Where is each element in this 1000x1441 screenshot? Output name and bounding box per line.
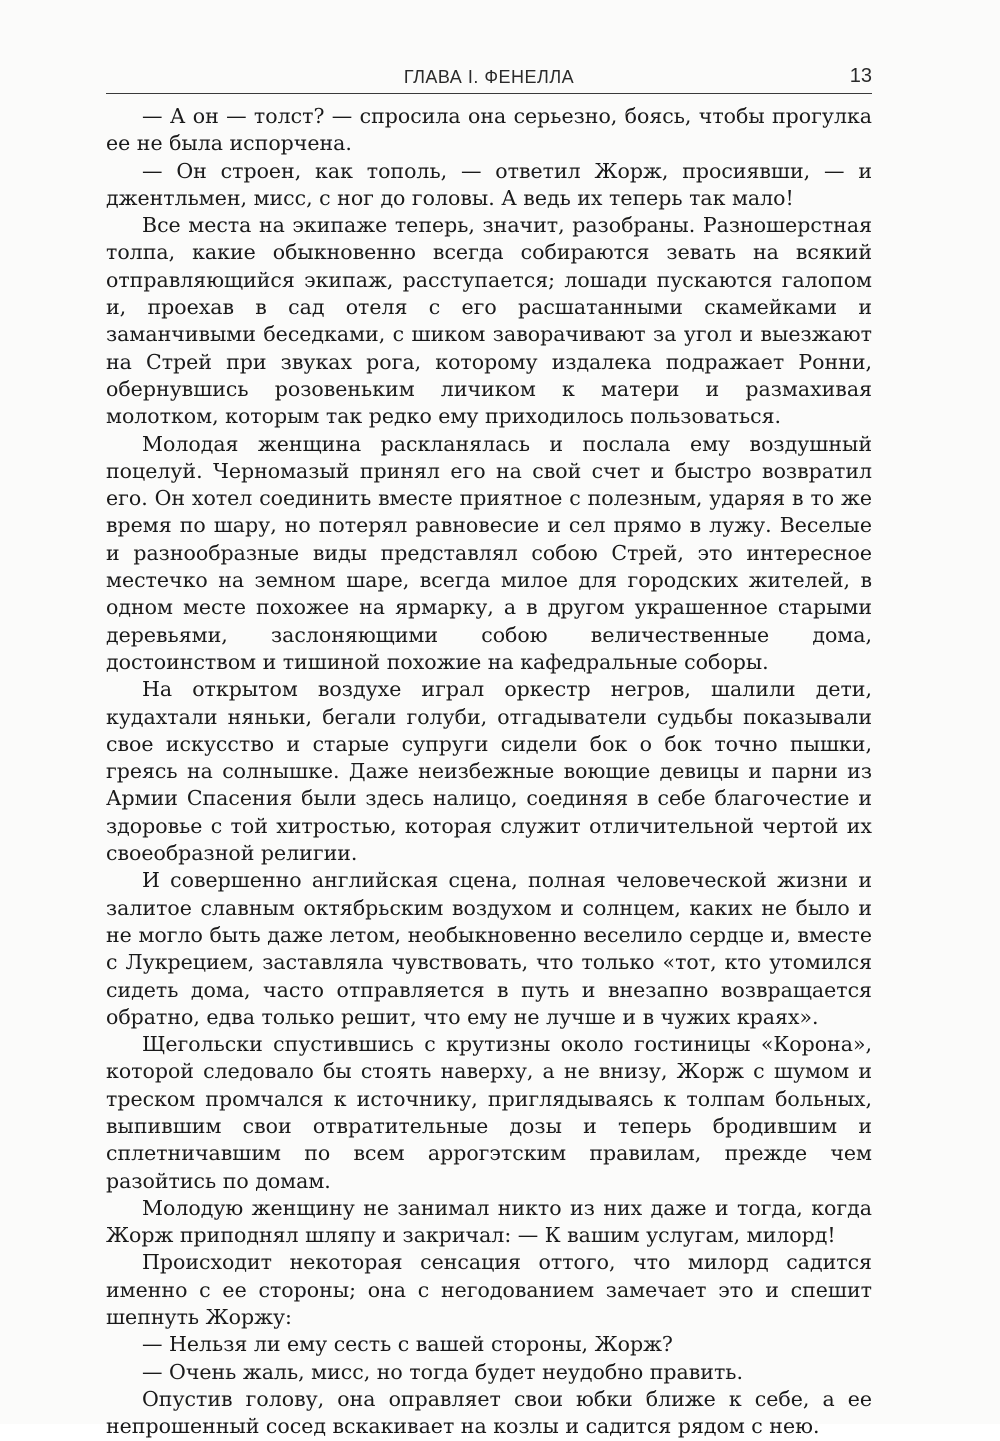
paragraph: Молодая женщина раскланялась и послала ему воздушный поцелуй. Черномазый принял его на свой счет и быстро возвратил его. Он хотел соединить вместе приятное с полезным, ударяя в то же время по шару, но потерял равновесие и сел прямо в лужу. Веселые и разнообразные виды представлял собою Стрей, это интересное местечко на земном шаре, всегда милое для городских жителей, в одном месте похожее на ярмарку, а в другом украшенное старыми деревьями, заслоняющими собою величественные дома, достоинством и тишиной похожие на кафедральные соборы. (106, 431, 872, 674)
paragraph: Все места на экипаже теперь, значит, разобраны. Разношерстная толпа, какие обыкновенно всегда собираются зевать на всякий отправляющийся экипаж, расступается; лошади пускаются галопом и, проехав в сад отеля с его расшатанными скамейками и заманчивыми беседками, с шиком заворачивают за угол и выезжают на Стрей при звуках рога, которому издалека подражает Ронни, обернувшись розовеньким личиком к матери и размахивая молотком, которым так редко ему приходилось пользоваться. (106, 213, 872, 429)
paragraph: Щегольски спустившись с крутизны около гостиницы «Корона», которой следовало бы стоять наверху, а не внизу, Жорж с шумом и треском промчался к источнику, приглядываясь к толпам больных, выпившим свои отвратительные дозы и теперь бродившим и сплетничавшим по всем аррогэтским правилам, прежде чем разойтись по домам. (106, 1032, 872, 1193)
running-head (106, 63, 872, 94)
paragraph: И совершенно английская сцена, полная человеческой жизни и залитое славным октябрьским воздухом и солнцем, каких не было и не могло быть даже летом, необыкновенно веселило сердце и, вместе с Лукрецием, заставляла чувствовать, что только «тот, кто утомился сидеть дома, часто отправляется в путь и внезапно возвращается обратно, едва только решит, что ему не лучше и в чужих краях». (106, 868, 872, 1029)
chapter-title: ГЛАВА I. ФЕНЕЛЛА (403, 67, 575, 87)
paragraph: — Нельзя ли ему сесть с вашей стороны, Жорж? (142, 1332, 673, 1357)
paragraph: На открытом воздухе играл оркестр негров, шалили дети, кудахтали няньки, бегали голуби, отгадыватели судьбы показывали свое искусство и старые супруги сидели бок о бок точно пышки, греясь на солнышке. Даже неизбежные воющие девицы и парни из Армии Спасения были здесь налицо, соединяя в себе благочестие и здоровье с той хитростью, которая служит отличительной чертой их своеобразной религии. (106, 677, 872, 866)
paragraph: — Очень жаль, мисс, но тогда будет неудобно править. (142, 1359, 743, 1384)
body-text (106, 103, 872, 1441)
paragraph: Происходит некоторая сенсация оттого, что милорд садится именно с ее стороны; она с негодованием замечает это и спешит шепнуть Жоржу: (106, 1250, 872, 1330)
paragraph: Опустив голову, она оправляет свои юбки ближе к себе, а ее непрошенный сосед вскакивает на козлы и садится рядом с нею. (106, 1386, 872, 1439)
paragraph: — А он — толст? — спросила она серьезно, боясь, чтобы прогулка ее не была испорчена. (106, 104, 872, 156)
page-number: 13 (849, 65, 872, 87)
paragraph: — Он строен, как тополь, — ответил Жорж, просиявши, — и джентльмен, мисс, с ног до головы. А ведь их теперь так мало! (106, 158, 872, 210)
paragraph: Молодую женщину не занимал никто из них даже и тогда, когда Жорж приподнял шляпу и закричал: — К вашим услугам, милорд! (106, 1195, 872, 1248)
